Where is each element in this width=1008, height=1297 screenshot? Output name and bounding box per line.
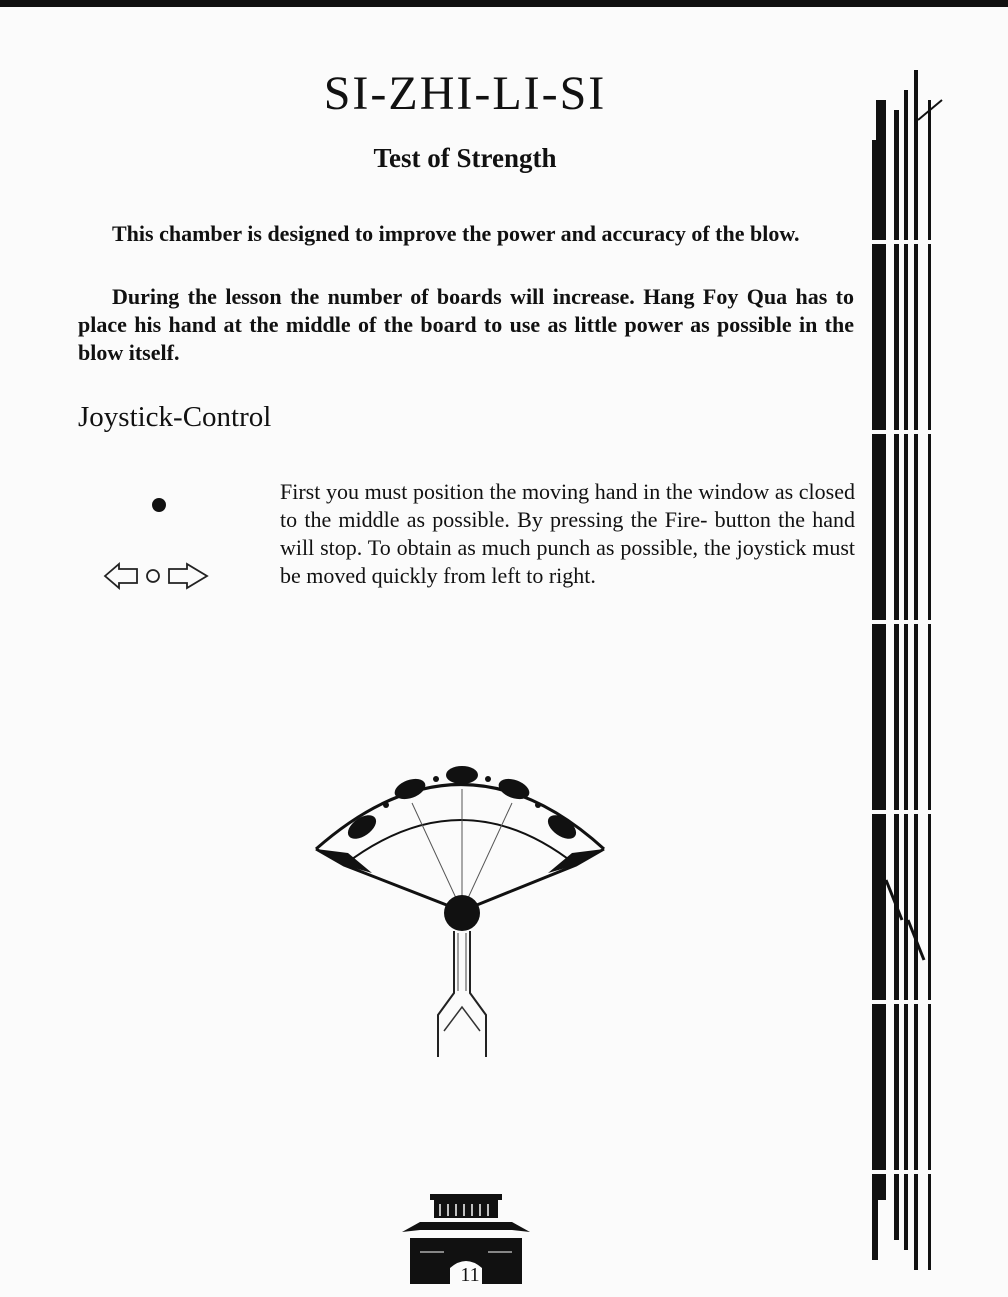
fire-button-icon (152, 498, 166, 512)
joystick-left-right-icon (103, 558, 215, 594)
page-subtitle: Test of Strength (373, 143, 557, 173)
joystick-instructions: First you must position the moving hand in the window as closed to the middle as possible. By pressing the Fire- button the hand will stop. To obtain as much punch as possible, the joystick must be moved quickly from left to right. (280, 479, 855, 588)
section-heading: Joystick-Control (78, 401, 272, 433)
top-border (0, 0, 1008, 7)
bamboo-border (868, 60, 948, 1275)
page-number: 11 (460, 1264, 480, 1286)
intro-paragraph-1: This chamber is designed to improve the power and accuracy of the blow. (112, 221, 800, 246)
fan-illustration (312, 745, 612, 1065)
intro-paragraph-2: During the lesson the number of boards will increase. Hang Foy Qua has to place his hand at the middle of the board to use as little power as possible in the blow itself. (78, 284, 854, 365)
page-title: SI-ZHI-LI-SI (323, 67, 607, 120)
